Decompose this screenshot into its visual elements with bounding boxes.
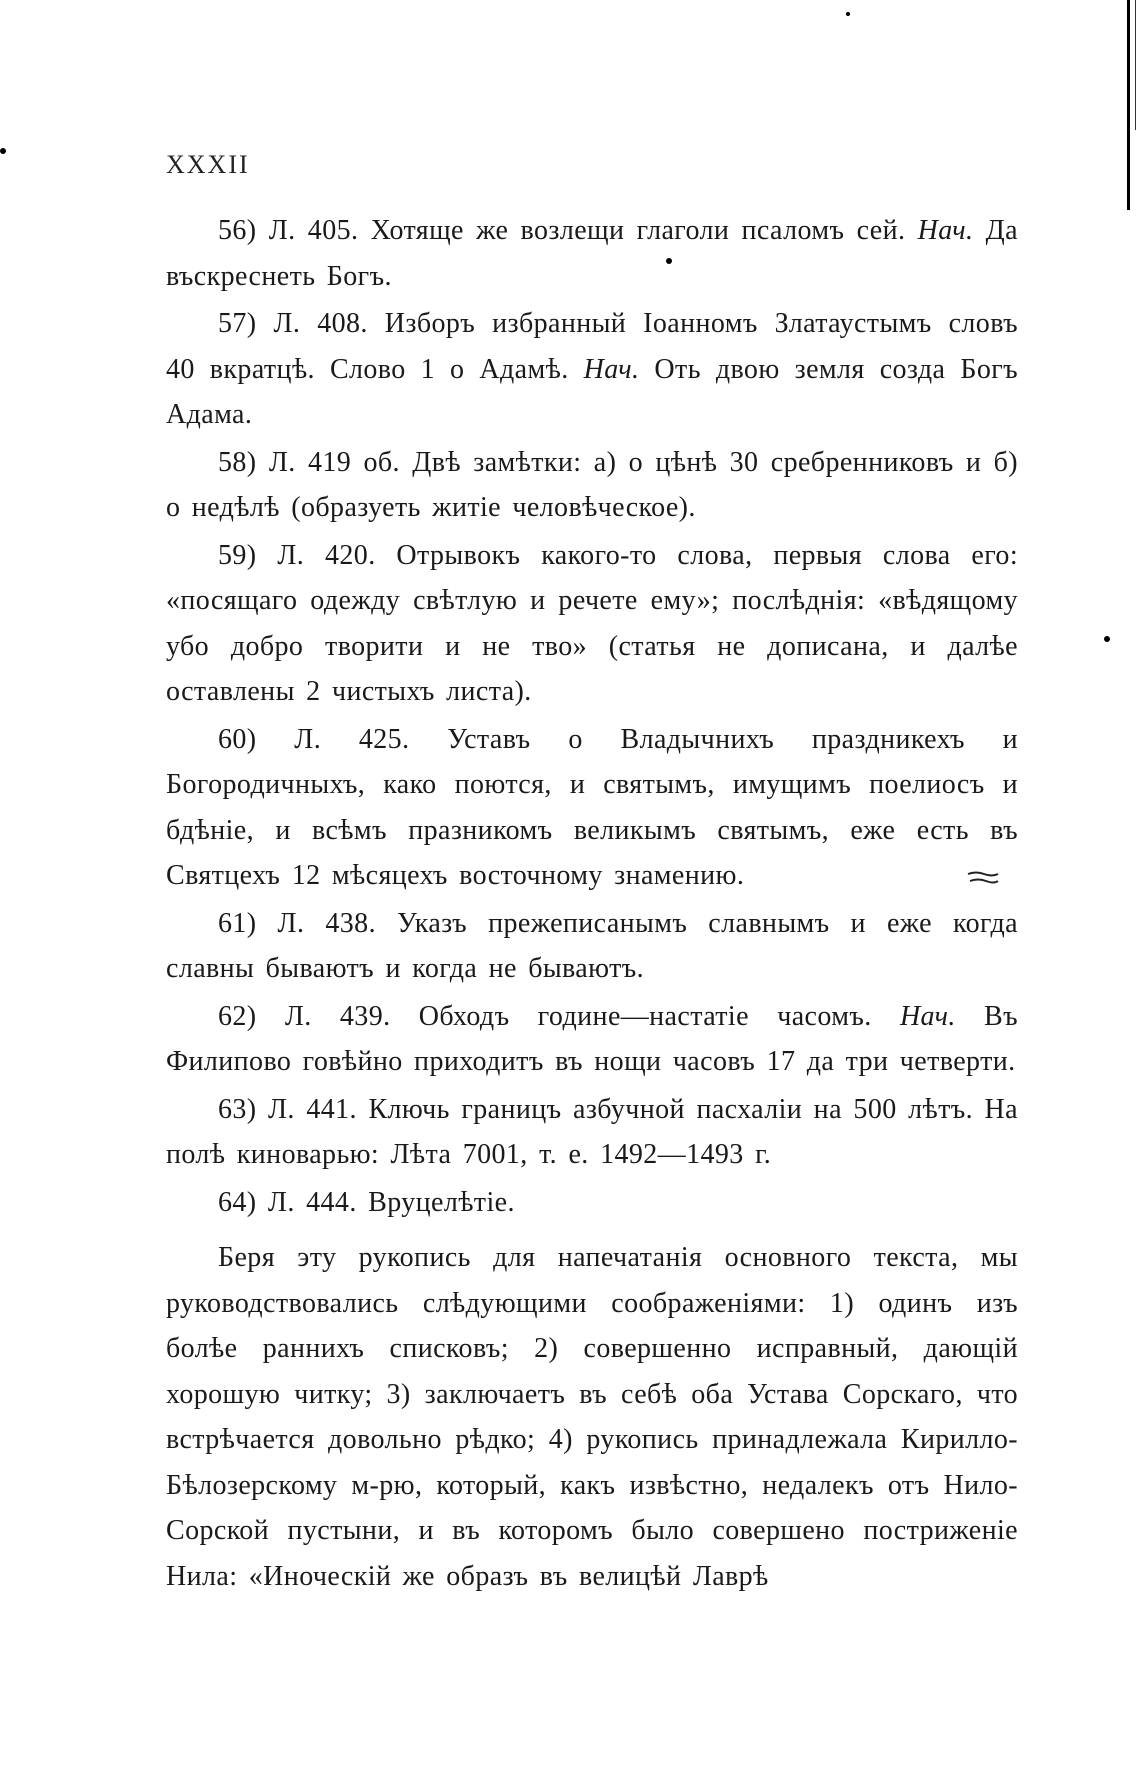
- entry-text: 56) Л. 405. Хотяще же возлещи глаголи псаломъ сей.: [218, 215, 918, 246]
- entry-text: 64) Л. 444. Вруцелѣтіе.: [218, 1186, 515, 1218]
- entry-tail: Оть двою земля созда Богъ Адама.: [166, 353, 1018, 430]
- entry-56: [166, 208, 1018, 299]
- entry-text: 57) Л. 408. Изборъ избранный Іоанномъ Златаустымъ словъ 40 вкратцѣ. Слово 1 о Адамѣ.: [166, 308, 1018, 385]
- scan-edge-line: [1127, 0, 1130, 210]
- scan-edge-line-thin: [1135, 0, 1136, 130]
- entry-58: [166, 440, 1018, 531]
- entry-text: 58) Л. 419 об. Двѣ замѣтки: а) о цѣнѣ 30 сребренниковъ и б) о недѣлѣ (образуеть житіе человѣческое).: [166, 446, 1018, 523]
- entry-tail: Да въскреснеть Богъ.: [166, 215, 1019, 292]
- entry-61: [166, 901, 1018, 992]
- entry-text: 59) Л. 420. Отрывокъ какого-то слова, первыя слова его: «посящаго одежду свѣтлую и речете ему»; послѣднія: «вѣдящому убо добро творити и не тво» (статья не дописана, и далѣе оставлены 2 чистыхъ листа).: [166, 539, 1018, 707]
- entry-text: 60) Л. 425. Уставъ о Владычнихъ праздникехъ и Богородичныхъ, како поются, и святымъ, имущимъ поелиосъ и бдѣніе, и всѣмъ празникомъ великымъ святымъ, еже есть въ Святцехъ 12 мѣсяцехъ восточному знамению.: [166, 723, 1018, 891]
- entry-text: 61) Л. 438. Указъ прежеписанымъ славнымъ и еже когда славны бываютъ и когда не бываютъ.: [166, 907, 1018, 984]
- entry-italic: Нач.: [899, 1000, 956, 1032]
- entry-text: 63) Л. 441. Ключь границъ азбучной пасхаліи на 500 лѣтъ. На полѣ киноварью: Лѣта 7001, т. е. 1492—1493 г.: [166, 1093, 1018, 1170]
- entry-62: [166, 994, 1018, 1085]
- entry-tail: Въ Филипово говѣйно приходитъ въ нощи часовъ 17 да три четверти.: [166, 1000, 1018, 1077]
- entry-italic: Нач.: [583, 353, 640, 385]
- closing-paragraph: Беря эту рукопись для напечатанія основного текста, мы руководствовались слѣдующими соображеніями: 1) одинъ изъ болѣе раннихъ списковъ; 2) совершенно исправный, дающій хорошую читку; 3) заключаетъ въ себѣ оба Устава Сорскаго, что встрѣчается довольно рѣдко; 4) рукопись принадлежала Кирилло-Бѣлозерскому м-рю, который, какъ извѣстно, недалекъ отъ Нило-Сорской пустыни, и въ которомъ было совершено постриженіе Нила: «Иноческій же образъ въ велицѣй Лаврѣ: [166, 1242, 1018, 1592]
- entry-63: [166, 1087, 1018, 1178]
- entry-64: [166, 1180, 1018, 1226]
- page-number: XXXII: [166, 150, 250, 179]
- entry-italic: Нач.: [917, 215, 974, 246]
- entry-60: [166, 717, 1018, 899]
- entry-57: [166, 301, 1018, 438]
- entry-list: [166, 208, 1018, 1601]
- scan-speck: [0, 148, 6, 154]
- scan-speck: [846, 12, 850, 16]
- scan-speck: [1104, 636, 1110, 642]
- entry-59: [166, 533, 1018, 715]
- entry-text: 62) Л. 439. Обходъ годинe—настатіе часомъ.: [218, 1000, 900, 1032]
